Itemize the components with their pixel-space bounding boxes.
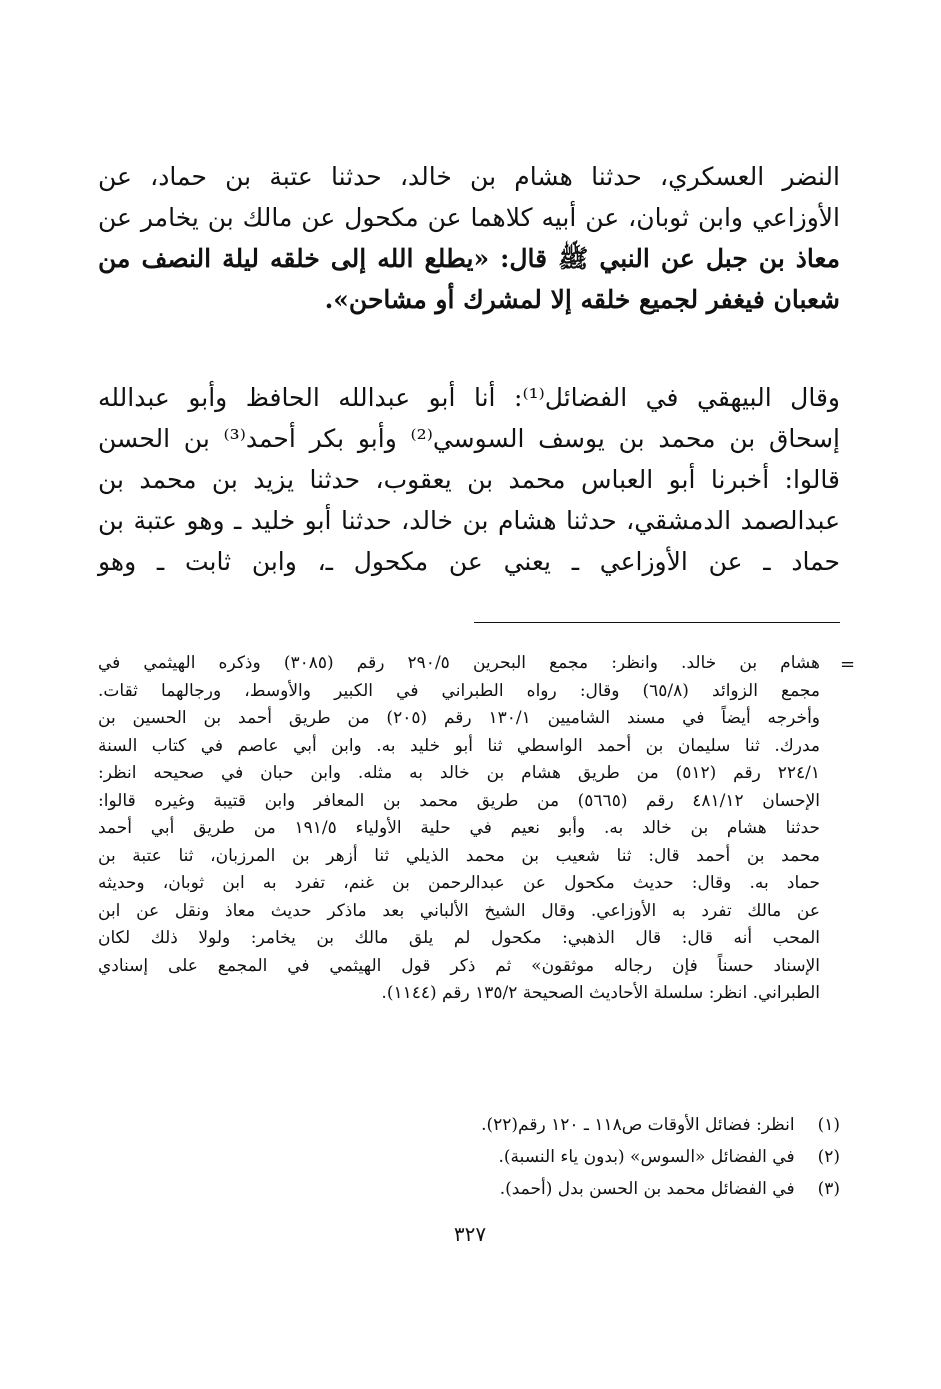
footnote-1 <box>300 1109 840 1141</box>
footnote-line: مجمع الزوائد (٦٥/٨) وقال: رواه الطبراني في الكبير والأوسط، ورجالهما ثقات. <box>98 680 820 701</box>
footnote-line: وأخرجه أيضاً في مسند الشاميين ١٣٠/١ رقم (٢٠٥) من طريق أحمد بن الحسين بن <box>98 708 820 728</box>
paragraph-1 <box>98 156 840 320</box>
text-line: عبدالصمد الدمشقي، حدثنا هشام بن خالد، حدثنا أبو خليد ـ وهو عتبة بن <box>98 506 840 535</box>
footnote-2 <box>300 1141 840 1173</box>
page-number: ٣٢٧ <box>453 1222 487 1246</box>
footnote-continuation-marker: = <box>840 654 856 675</box>
footnote-line: حدثنا هشام بن خالد به. وأبو نعيم في حلية الأولياء ١٩١/٥ من طريق أبي أحمد <box>98 818 821 838</box>
footnote-line: حماد به. وقال: حديث مكحول عن عبدالرحمن بن غنم، تفرد به ابن ثوبان، وحديثه <box>98 873 820 893</box>
paragraph-2 <box>98 377 840 582</box>
footnote-3 <box>300 1173 840 1205</box>
footnote-line: هشام بن خالد. وانظر: مجمع البحرين ٢٩٠/٥ رقم (٣٠٨٥) وذكره الهيثمي في <box>98 653 821 673</box>
footnote-line: عن مالك تفرد به الأوزاعي. وقال الشيخ الألباني بعد ماذكر حديث معاذ ونقل عن ابن <box>98 900 820 921</box>
text-line: وقال البيهقي في الفضائل⁽¹⁾: أنا أبو عبدالله الحافظ وأبو عبدالله <box>98 383 840 412</box>
footnote-number: (٢) <box>817 1147 840 1167</box>
footnote-number: (٣) <box>817 1179 840 1199</box>
footnote-separator <box>474 622 840 623</box>
text-line: حماد ـ عن الأوزاعي ـ يعني عن مكحول ـ، وابن ثابت ـ وهو <box>98 547 840 576</box>
text-line: النضر العسكري، حدثنا هشام بن خالد، حدثنا عتبة بن حماد، عن <box>98 162 840 191</box>
footnote-text: في الفضائل محمد بن الحسن بدل (أحمد). <box>499 1179 795 1199</box>
hadith-text-line: شعبان فيغفر لجميع خلقه إلا لمشرك أو مشاحن». <box>324 285 840 314</box>
footnote-text: في الفضائل «السوس» (بدون ياء النسبة). <box>498 1147 795 1167</box>
text-line: إسحاق بن محمد بن يوسف السوسي⁽²⁾ وأبو بكر أحمد⁽³⁾ بن الحسن <box>98 424 840 453</box>
footnote-continuation <box>98 650 820 1008</box>
footnote-line: ٢٢٤/١ رقم (٥١٢) من طريق هشام بن خالد به مثله. وابن حبان في صحيحه انظر: <box>98 763 820 783</box>
footnote-line: المحب أنه قال: قال الذهبي: مكحول لم يلق مالك بن يخامر: ولولا ذلك لكان <box>98 928 820 948</box>
footnote-text: انظر: فضائل الأوقات ص١١٨ ـ ١٢٠ رقم(٢٢). <box>481 1115 795 1135</box>
text-line: الأوزاعي وابن ثوبان، عن أبيه كلاهما عن مكحول عن مالك بن يخامر عن <box>98 203 840 232</box>
footnotes-list <box>300 1109 840 1205</box>
text-line: قالوا: أخبرنا أبو العباس محمد بن يعقوب، حدثنا يزيد بن محمد بن <box>98 465 840 494</box>
footnote-line: الطبراني. انظر: سلسلة الأحاديث الصحيحة ١٣٥/٢ رقم (١١٤٤). <box>381 983 820 1003</box>
footnote-line: مدرك. ثنا سليمان بن أحمد الواسطي ثنا أبو خليد به. وابن أبي عاصم في كتاب السنة <box>98 735 820 756</box>
hadith-text-line: معاذ بن جبل عن النبي ﷺ قال: «يطلع الله إلى خلقه ليلة النصف من <box>98 244 840 273</box>
footnote-number: (١) <box>817 1115 840 1135</box>
footnote-line: محمد بن أحمد قال: ثنا شعيب بن محمد الذيلي ثنا أزهر بن المرزبان، ثنا عتبة بن <box>98 845 820 866</box>
footnote-line: الإسناد حسناً فإن رجاله موثقون» ثم ذكر قول الهيثمي في المجمع على إسنادي <box>98 955 820 976</box>
footnote-line: الإحسان ٤٨١/١٢ رقم (٥٦٦٥) من طريق محمد بن المعافر وابن قتيبة وغيره قالوا: <box>98 790 820 811</box>
